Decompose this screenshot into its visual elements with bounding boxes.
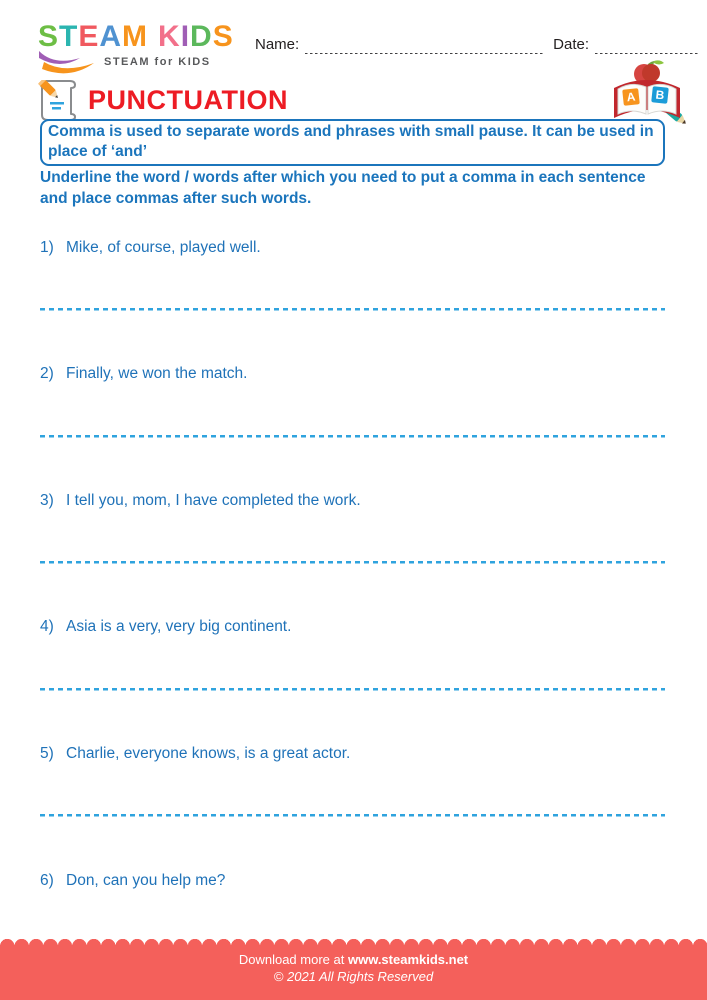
question-text: Don, can you help me?	[66, 872, 226, 889]
title-row	[36, 80, 288, 120]
question-number: 3)	[40, 492, 54, 509]
svg-text:B: B	[654, 87, 666, 103]
question-item	[40, 364, 247, 384]
date-input-line[interactable]	[595, 40, 700, 54]
book-abc-icon	[606, 56, 690, 128]
question-text: Finally, we won the match.	[66, 365, 248, 382]
logo-letter: D	[190, 20, 213, 53]
definition-text: Comma is used to separate words and phrases with small pause. It can be used in place of ‘and’	[48, 123, 654, 160]
logo-tagline: STEAM for KIDS	[104, 56, 211, 68]
logo-letter: E	[78, 20, 100, 53]
question-number: 5)	[40, 745, 54, 762]
footer	[0, 946, 707, 1000]
question-text: Asia is a very, very big continent.	[66, 618, 292, 635]
logo-letter: I	[180, 20, 191, 53]
footer-copyright: © 2021 All Rights Reserved	[273, 969, 434, 984]
name-input-line[interactable]	[305, 40, 545, 54]
steamkids-logo	[38, 22, 234, 74]
answer-line[interactable]	[40, 561, 665, 564]
scallop-border	[0, 937, 707, 946]
answer-line[interactable]	[40, 688, 665, 691]
logo-letter: K	[158, 20, 181, 53]
footer-url-link[interactable]: www.steamkids.net	[347, 952, 469, 967]
swoosh-icon	[38, 50, 100, 74]
definition-box	[40, 119, 665, 166]
question-number: 4)	[40, 618, 54, 635]
question-number: 6)	[40, 872, 54, 889]
answer-line[interactable]	[40, 435, 665, 438]
question-item	[40, 744, 350, 764]
question-item	[40, 238, 261, 258]
svg-text:A: A	[625, 89, 637, 105]
footer-prefix: Download more at	[238, 952, 348, 967]
question-text: Mike, of course, played well.	[66, 239, 261, 256]
footer-download-text	[0, 946, 707, 967]
date-label: Date:	[553, 36, 589, 53]
question-item	[40, 871, 225, 891]
question-item	[40, 491, 361, 511]
scroll-pencil-icon	[36, 80, 80, 120]
logo-wordmark	[38, 22, 234, 52]
logo-letter: T	[59, 20, 79, 53]
logo-letter: M	[122, 20, 149, 53]
logo-letter: A	[99, 20, 123, 53]
question-text: I tell you, mom, I have completed the work.	[66, 492, 361, 509]
name-label: Name:	[255, 36, 300, 53]
logo-letter: S	[212, 20, 234, 53]
question-item	[40, 617, 291, 637]
page-title: PUNCTUATION	[88, 84, 288, 115]
answer-line[interactable]	[40, 814, 665, 817]
instruction-text: Underline the word / words after which you need to put a comma in each sentence and place commas after such words.	[40, 169, 646, 207]
logo-letter: S	[38, 20, 60, 53]
name-date-row	[255, 36, 700, 54]
answer-line[interactable]	[40, 308, 665, 311]
question-number: 2)	[40, 365, 54, 382]
question-text: Charlie, everyone knows, is a great actor.	[66, 745, 351, 762]
question-number: 1)	[40, 239, 54, 256]
